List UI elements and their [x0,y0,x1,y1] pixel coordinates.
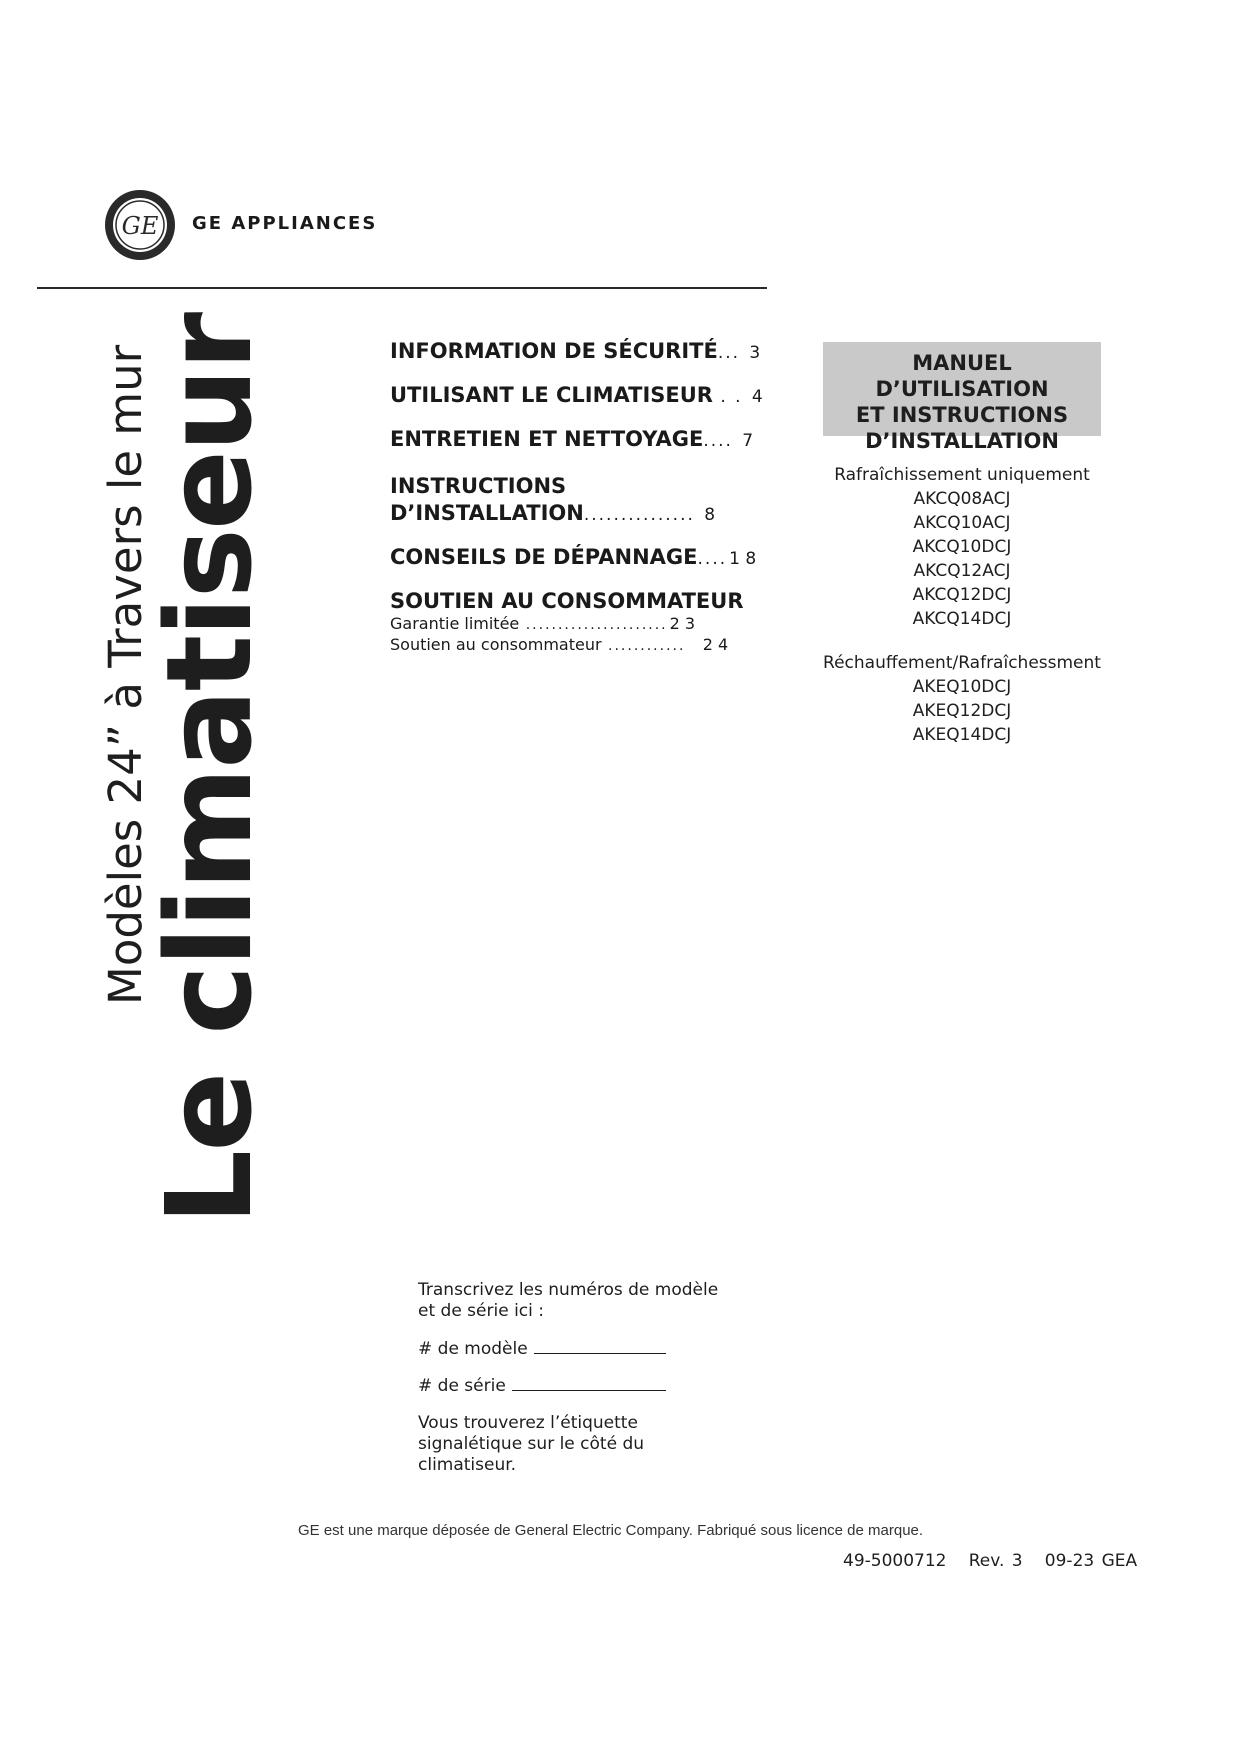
serial-number-field[interactable]: # de série [418,1376,666,1397]
document-title: Le climatiseur [140,313,278,1225]
toc-item-installation[interactable]: INSTRUCTIONS D’INSTALLATION............... 8 [390,474,716,525]
toc-item-troubleshooting[interactable]: CONSEILS DE DÉPANNAGE.... 1 8 [390,545,757,569]
rating-label-note: Vous trouverez l’étiquette signalétique sur le côté du climatiseur. [418,1413,645,1475]
heating-heading: Réchauffement/Rafraîchessment [823,653,1101,673]
header-divider [37,287,767,289]
toc-subitem-warranty[interactable]: Garantie limitée ...................... 2 3 [390,614,696,633]
ge-monogram-icon [104,189,176,261]
model-number: AKCQ12DCJ [912,585,1012,605]
document-number: 49-5000712 Rev. 3 09-23 GEA [843,1551,1138,1571]
model-number: AKCQ08ACJ [913,489,1011,509]
manual-title-box: MANUEL D’UTILISATION ET INSTRUCTIONS D’INSTALLATION [823,342,1101,436]
model-number: AKCQ14DCJ [912,609,1012,629]
model-number: AKCQ10DCJ [912,537,1012,557]
toc-item-consumer-support[interactable]: SOUTIEN AU CONSOMMATEUR [390,589,744,613]
toc-item-care[interactable]: ENTRETIEN ET NETTOYAGE.... 7 [390,427,754,451]
model-number: AKCQ12ACJ [913,561,1011,581]
toc-subitem-support[interactable]: Soutien au consommateur ............ 2 4 [390,635,729,654]
cooling-heading: Rafraîchissement uniquement [834,465,1090,485]
model-number: AKEQ10DCJ [912,677,1012,697]
model-number: AKEQ12DCJ [912,701,1012,721]
svg-text:GE: GE [121,212,159,240]
model-number-blank[interactable] [534,1339,666,1354]
model-number-field[interactable]: # de modèle [418,1339,666,1360]
serial-number-blank[interactable] [512,1376,666,1391]
model-number: AKCQ10ACJ [913,513,1011,533]
brand-name: GE APPLIANCES [192,213,378,234]
record-instructions: Transcrivez les numéros de modèle et de série ici : [418,1280,719,1321]
model-number: AKEQ14DCJ [912,725,1012,745]
toc-item-using[interactable]: UTILISANT LE CLIMATISEUR . . 4 [390,383,763,407]
models-subtitle: Modèles 24” à Travers le mur [99,344,152,1005]
trademark-notice: GE est une marque déposée de General Electric Company. Fabriqué sous licence de marque. [298,1522,924,1539]
toc-item-safety[interactable]: INFORMATION DE SÉCURITÉ... 3 [390,339,761,363]
